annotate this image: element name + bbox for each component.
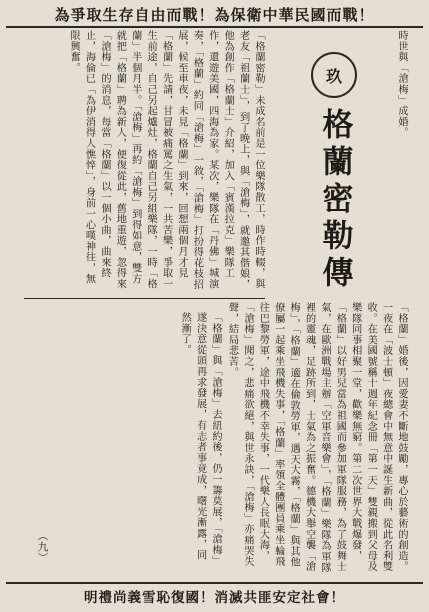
lower-left-column: 「格蘭」與「滄梅」去紐約後，仍一籌莫展，「滄梅」遂決意從頭再求發展，有志者事竟成，曙光漸露，同然漸了。 [179, 312, 221, 561]
top-banner: 為爭取生存自由而戰！為保衛中華民國而戰！ [6, 2, 423, 28]
article-body [14, 30, 415, 578]
upper-left-column: 「格蘭密勒」未成名前是一位樂隊散工，時作時輟，與老友「祖蘭士」，到了晚上，與「滄梅」，就邀其偕娘，他為創作「格蘭士」介紹，加入「賓漢拉克」樂隊工作，還遊美國，四海為家。某次，樂隊在「丹佛」城演奏，「格蘭」約同「滄梅」一敘，「滄梅」打扮得花枝招展，候至車夜，未見「格蘭」到來，回想兩個月才見「格蘭」先請，甘冒被痛罵之生氣，一共苦樂，爭取一生前途，自己另起爐灶，格蘭自己另組樂隊，一時「格蘭」半個月半。「滄梅」再約「滄梅」到得如意，雙方就把「格蘭」聘為新人，便復從此，舊地重遊，忽得來「滄梅」的消息，每當「格蘭」以一個小曲，曲來終止，海倫已「為伊消得人憔悴」，身前一心嘆神往，無限興奮。 [68, 30, 264, 290]
article-title: 格蘭密勒傳 [316, 108, 353, 293]
bottom-banner: 明禮尚義雪恥復國！消滅共匪安定社會！ [6, 582, 423, 608]
section-divider [24, 298, 265, 299]
chapter-badge: 玖 [311, 52, 357, 98]
page-number: （九） [36, 530, 49, 563]
upper-right-column: 時世與「滄梅」成婚。 [396, 30, 407, 138]
title-block [299, 52, 369, 302]
lower-right-column: 「格蘭」婚後，因愛妻不斷地鼓勵，專心於藝術的創造。一夜在「波士頓」夜總會中無意中誕生新曲，從此名利雙收。在美國號稱十週年紀念冊「第一天」雙親搬到父母及樂隊同事相聚一堂，歡樂無窮。第二次世界大戰爆發，「格蘭」以好男兒當為祖國而參加軍隊服務，為了鼓舞士氣，在歐洲戰場主辦「空軍音樂會」，「格蘭」樂隊為軍隊裡的靈魂，足跡所到，士氣為之振奮。德機大舉空襲「滄梅」，「格蘭」適在倫敦勞軍，遇天大霧，「格蘭」與其他僚屬一起乘坐飛機失事，「格蘭」率領全體團員乘坐輪飛往巴黎勞軍，途中飛機不幸失事，一代樂人長眠大海，「滄梅」聞之，悲痛欲絕，與世永訣，「滄梅」亦痛哭失聲，結局悲苦。 [226, 302, 407, 573]
